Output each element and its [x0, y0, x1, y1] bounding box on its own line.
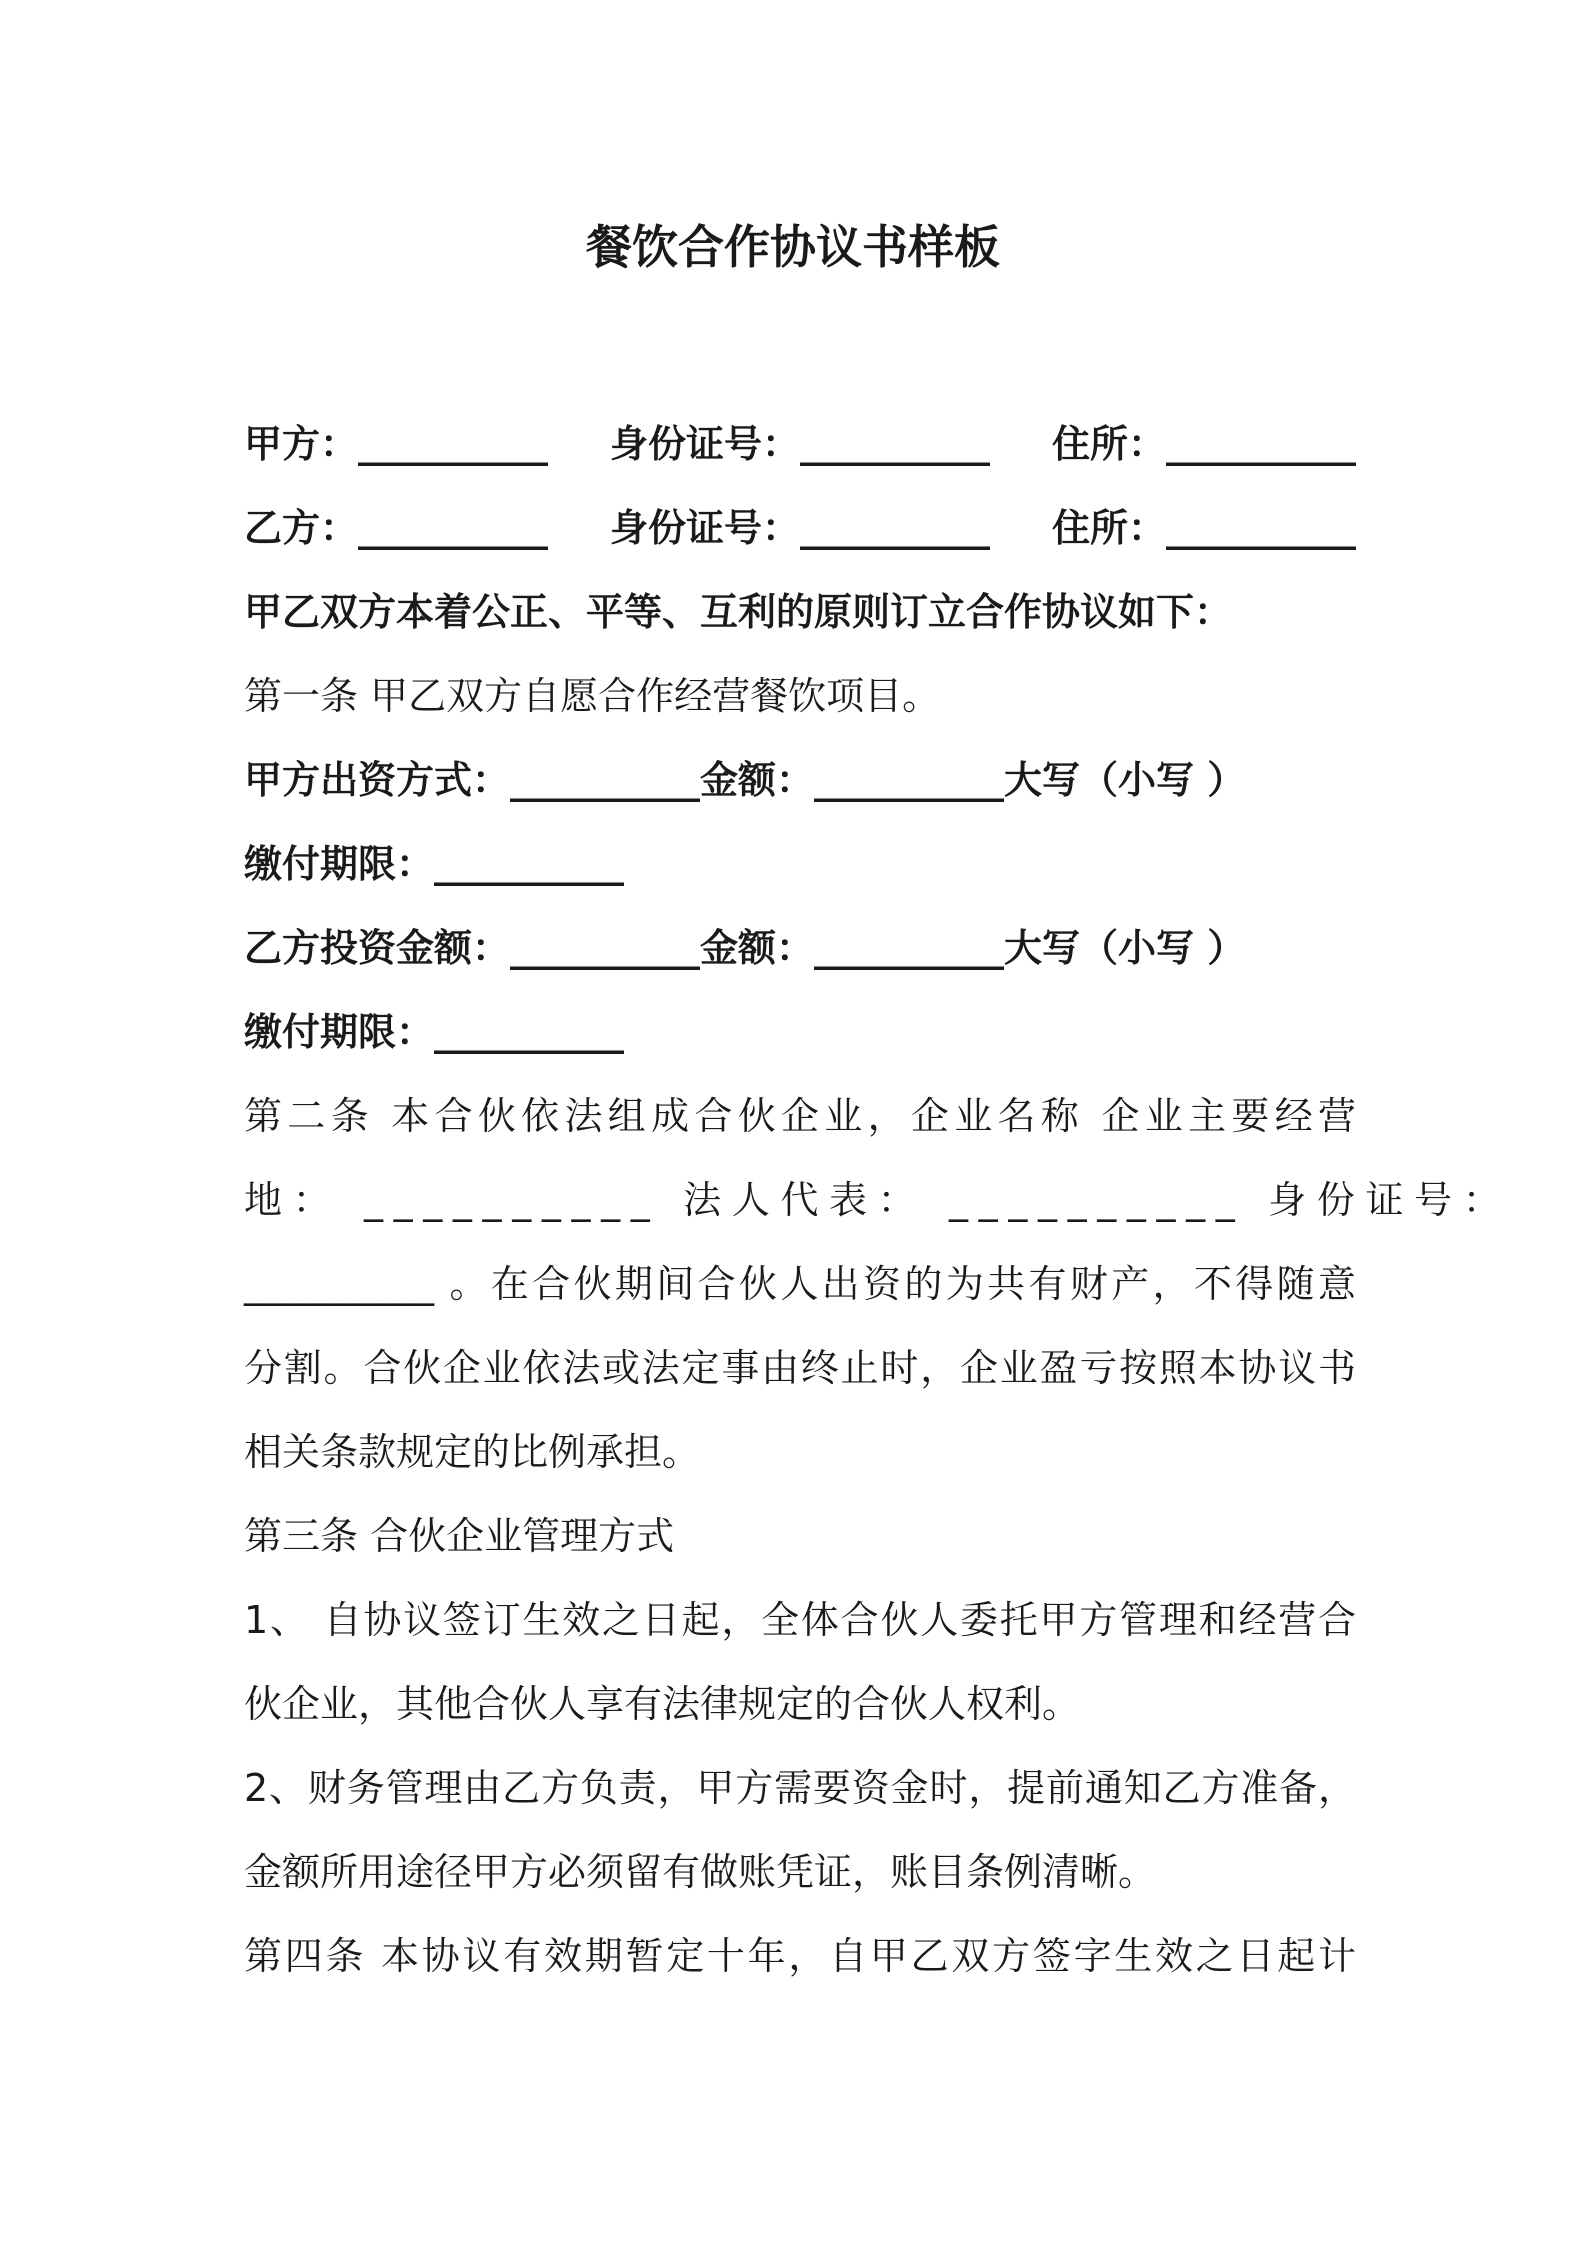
article-3-item-1-line-2: 伙企业，其他合伙人享有法律规定的合伙人权利。	[244, 1682, 1081, 1726]
article-2-line-3: __________ 。在合伙期间合伙人出资的为共有财产，不得随意	[244, 1262, 1356, 1306]
article-1: 第一条 甲乙双方自愿合作经营餐饮项目。	[244, 674, 941, 718]
party-a-line	[244, 402, 1356, 486]
intro-line: 甲乙双方本着公正、平等、互利的原则订立合作协议如下：	[244, 590, 1233, 634]
document-title: 餐饮合作协议书样板	[586, 220, 1000, 274]
party-a-id: 身份证号：__________	[609, 422, 990, 466]
article-3-item-1-line-1: 1、 自协议签订生效之日起，全体合伙人委托甲方管理和经营合	[244, 1598, 1356, 1642]
party-b-id: 身份证号：__________	[609, 506, 990, 550]
party-b-deadline: 缴付期限：__________	[244, 1010, 625, 1054]
article-4: 第四条 本协议有效期暂定十年，自甲乙双方签字生效之日起计	[244, 1934, 1356, 1978]
party-b-investment: 乙方投资金额：__________金额：__________大写（小写 ）	[244, 926, 1246, 970]
article-2-line-5: 相关条款规定的比例承担。	[244, 1430, 701, 1474]
article-2-line-2: 地： __________ 法人代表： __________ 身份证号：	[244, 1178, 1512, 1222]
party-b-line	[244, 486, 1356, 570]
party-a-investment: 甲方出资方式：__________金额：__________大写（小写 ）	[244, 758, 1246, 802]
article-2-line-4: 分割。合伙企业依法或法定事由终止时，企业盈亏按照本协议书	[244, 1346, 1356, 1390]
article-3-heading: 第三条 合伙企业管理方式	[244, 1514, 675, 1558]
article-3-item-2-line-1: 2、财务管理由乙方负责，甲方需要资金时，提前通知乙方准备，	[244, 1766, 1356, 1810]
party-a-name: 甲方：__________	[244, 422, 549, 466]
document-body	[244, 402, 1512, 1998]
article-3-item-2-line-2: 金额所用途径甲方必须留有做账凭证，账目条例清晰。	[244, 1850, 1157, 1894]
article-2-line-1: 第二条 本合伙依法组成合伙企业，企业名称 企业主要经营	[244, 1094, 1356, 1138]
party-b-address: 住所：__________	[1051, 506, 1356, 550]
party-a-deadline: 缴付期限：__________	[244, 842, 625, 886]
party-b-name: 乙方：__________	[244, 506, 549, 550]
party-a-address: 住所：__________	[1051, 422, 1356, 466]
